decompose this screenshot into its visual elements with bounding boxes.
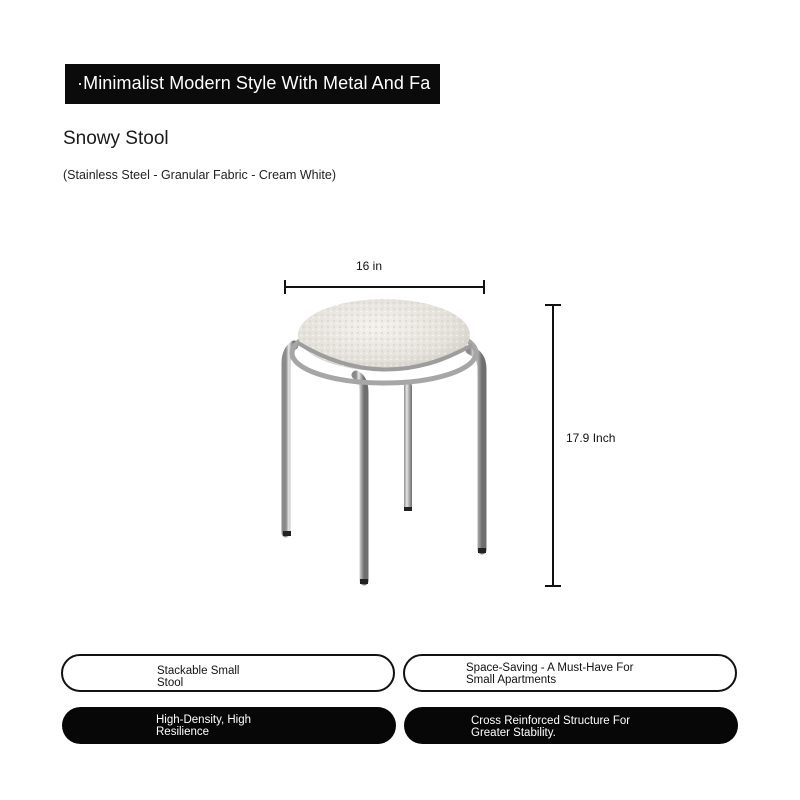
product-spec: (Stainless Steel - Granular Fabric - Cream White): [63, 168, 336, 182]
feature-text: Stackable Small Stool: [157, 665, 240, 689]
stool-seat: [292, 299, 476, 383]
product-name: Snowy Stool: [63, 128, 169, 149]
title-banner: [65, 64, 440, 104]
height-dimension-line: [545, 304, 561, 587]
feature-text: Cross Reinforced Structure For Greater Stability.: [471, 715, 631, 739]
stool-product-image: [260, 295, 510, 595]
height-dimension-label: 17.9 Inch: [566, 431, 616, 445]
feature-pill-space-saving: [403, 654, 737, 692]
feature-text: High-Density, High Resilience: [156, 714, 252, 738]
feature-pill-cross-reinforced: [404, 707, 738, 744]
width-dimension-line: [284, 280, 485, 294]
feature-text: Space-Saving - A Must-Have For Small Apartments: [466, 662, 634, 686]
feature-pill-high-density: [62, 707, 396, 744]
banner-title: ·Minimalist Modern Style With Metal And Fa: [77, 73, 431, 93]
feature-pill-stackable: [61, 654, 395, 692]
width-dimension-label: 16 in: [356, 259, 383, 273]
